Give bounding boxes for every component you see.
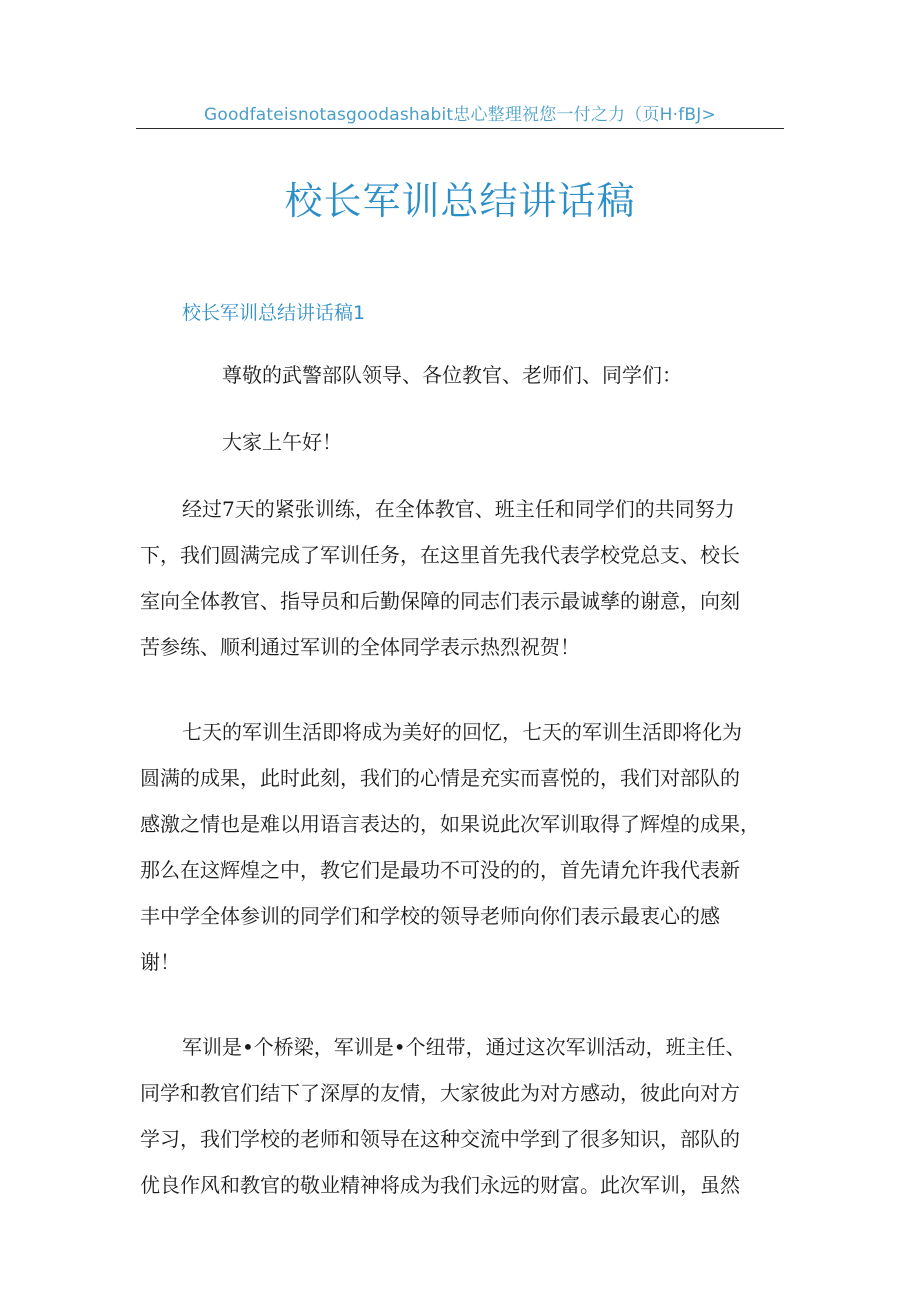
- paragraph-line: 军训是•个桥梁，军训是•个纽带，通过这次军训活动，班主任、: [182, 1035, 746, 1059]
- paragraph-line: 七天的军训生活即将成为美好的回忆，七天的军训生活即将化为: [182, 720, 742, 744]
- section-title: 校长军训总结讲话稿1: [182, 302, 366, 324]
- paragraph-line: 谢！: [140, 950, 180, 974]
- page-header: Goodfateisnotasgoodashabit忠心整理祝您一付之力（页H·fBJ>: [204, 105, 716, 125]
- paragraph-line: 圆满的成果，此时此刻，我们的心情是充实而喜悦的，我们对部队的: [140, 766, 740, 790]
- paragraph-line: 苦参练、顺利通过军训的全体同学表示热烈祝贺！: [140, 635, 580, 659]
- header-divider: [136, 128, 784, 129]
- paragraph-line: 学习，我们学校的老师和领导在这种交流中学到了很多知识，部队的: [140, 1127, 740, 1151]
- paragraph-line: 室向全体教官、指导员和后勤保障的同志们表示最诚孳的谢意，向刻: [140, 589, 740, 613]
- salutation-paragraph: [140, 352, 785, 398]
- paragraph-line: 同学和教官们结下了深厚的友情，大家彼此为对方感动，彼此向对方: [140, 1081, 740, 1105]
- greeting-line: 大家上午好！: [222, 430, 342, 454]
- paragraph-line: 感激之情也是难以用语言表达的，如果说此次军训取得了辉煌的成果，: [140, 812, 760, 836]
- salutation-line: 尊敬的武警部队领导、各位教官、老师们、同学们：: [222, 363, 682, 387]
- body-paragraph-1: [140, 486, 785, 670]
- paragraph-line: 经过7天的紧张训练，在全体教官、班主任和同学们的共同努力: [182, 497, 735, 521]
- paragraph-line: 优良作风和教官的敬业精神将成为我们永远的财富。此次军训，虽然: [140, 1173, 740, 1197]
- body-paragraph-2: [140, 709, 785, 985]
- paragraph-line: 那么在这辉煌之中，教它们是最功不可没的的，首先请允许我代表新: [140, 858, 740, 882]
- document-title: 校长军训总结讲话稿: [284, 179, 636, 223]
- document-body: [140, 352, 785, 1247]
- paragraph-line: 丰中学全体参训的同学们和学校的领导老师向你们表示最衷心的感: [140, 904, 720, 928]
- greeting-paragraph: [140, 419, 785, 465]
- body-paragraph-3: [140, 1024, 785, 1208]
- paragraph-line: 下，我们圆满完成了军训任务，在这里首先我代表学校党总支、校长: [140, 543, 740, 567]
